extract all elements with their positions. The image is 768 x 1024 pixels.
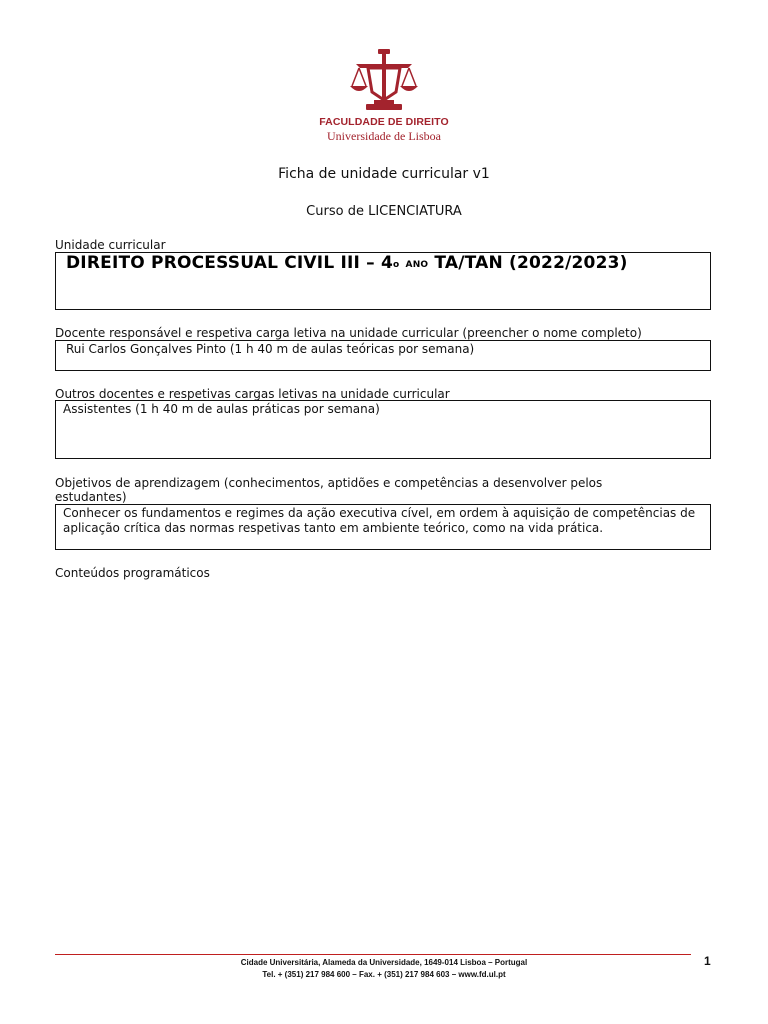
- unidade-label: Unidade curricular: [55, 238, 166, 252]
- unidade-box: [55, 252, 711, 310]
- unidade-title-year: TA/TAN (2022/2023): [428, 253, 628, 273]
- footer-address: Cidade Universitária, Alameda da Universidade, 1649-014 Lisboa – Portugal: [240, 958, 528, 967]
- outros-box: [55, 400, 711, 459]
- objetivos-box: [55, 504, 711, 550]
- course-name: Curso de LICENCIATURA: [306, 204, 462, 219]
- unidade-title-ano: ANO: [405, 260, 429, 270]
- docente-label: Docente responsável e respetiva carga letiva na unidade curricular (preencher o nome completo): [55, 326, 642, 340]
- objetivos-label-line1: Objetivos de aprendizagem (conhecimentos, aptidões e competências a desenvolver pelos: [55, 476, 603, 490]
- conteudos-label: Conteúdos programáticos: [55, 566, 210, 580]
- scales-of-justice-icon: [348, 48, 420, 114]
- footer-divider: [55, 954, 691, 955]
- faculty-logo: [310, 48, 458, 148]
- unidade-title-main: DIREITO PROCESSUAL CIVIL III – 4: [66, 253, 394, 273]
- logo-university-name: Universidade de Lisboa: [327, 129, 441, 143]
- document-title: Ficha de unidade curricular v1: [278, 166, 490, 182]
- docente-box: [55, 340, 711, 371]
- objetivos-label-line2: estudantes): [55, 490, 127, 504]
- unidade-title-ordinal: o: [393, 260, 400, 270]
- objetivos-value: Conhecer os fundamentos e regimes da ação executiva cível, em ordem à aquisição de competências de aplicação crítica das normas respetivas tanto em ambiente teórico, como na vida prática.: [63, 506, 696, 535]
- outros-label: Outros docentes e respetivas cargas letivas na unidade curricular: [55, 387, 450, 401]
- logo-faculty-name: FACULDADE DE DIREITO: [319, 116, 449, 128]
- unidade-title: [66, 253, 628, 273]
- docente-value: Rui Carlos Gonçalves Pinto (1 h 40 m de aulas teóricas por semana): [66, 342, 475, 356]
- footer-contacts: Tel. + (351) 217 984 600 – Fax. + (351) 217 984 603 – www.fd.ul.pt: [262, 970, 506, 979]
- outros-value: Assistentes (1 h 40 m de aulas práticas por semana): [63, 402, 380, 416]
- page-number: 1: [704, 954, 711, 968]
